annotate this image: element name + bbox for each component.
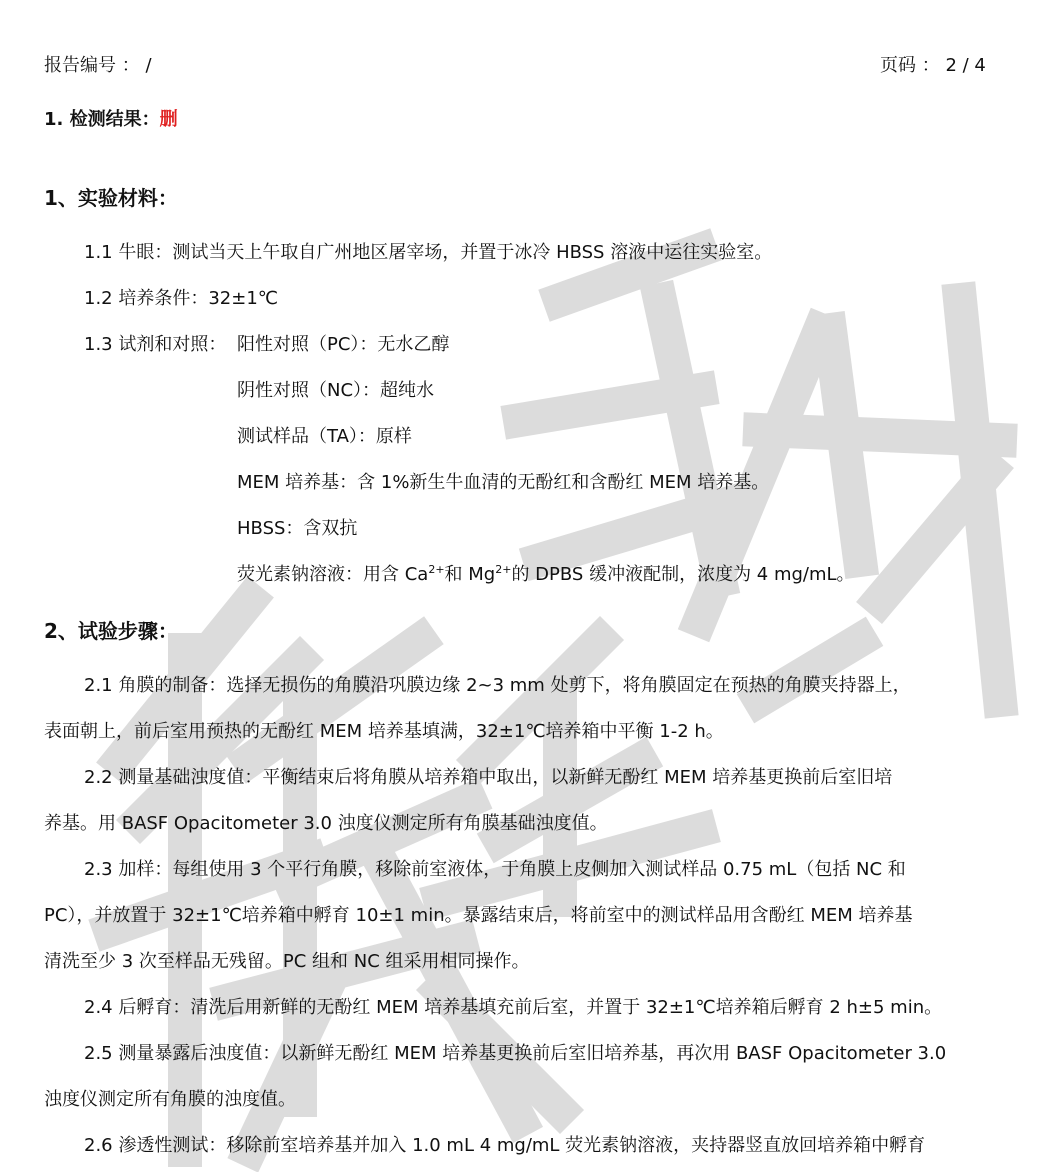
step-2-3-line-3: 清洗至少 3 次至样品无残留。PC 组和 NC 组采用相同操作。 — [44, 951, 530, 972]
reagent-fluorescein — [237, 563, 855, 585]
reagent-pc: 阳性对照（PC）：无水乙醇 — [237, 334, 450, 355]
results-label: 1. 检测结果： — [44, 109, 160, 130]
section-1-title: 1、实验材料： — [44, 186, 178, 210]
reagent-hbss: HBSS：含双抗 — [237, 518, 358, 539]
step-2-6-line-1: 2.6 渗透性测试：移除前室培养基并加入 1.0 mL 4 mg/mL 荧光素钠溶液，夹持器竖直放回培养箱中孵育 — [84, 1135, 926, 1156]
page-number: 页码 ： 2 / 4 — [880, 55, 986, 76]
results-line — [44, 111, 178, 129]
step-2-5-line-1: 2.5 测量暴露后浊度值：以新鲜无酚红 MEM 培养基更换前后室旧培养基，再次用 BASF Opacitometer 3.0 — [84, 1043, 947, 1064]
ca-superscript: 2+ — [428, 563, 445, 576]
fluor-text-3: 的 DPBS 缓冲液配制，浓度为 4 mg/mL。 — [511, 564, 855, 585]
reagent-ta: 测试样品（TA）：原样 — [237, 426, 412, 447]
fluor-text-2: 和 Mg — [444, 564, 496, 585]
report-number: 报告编号 ： / — [44, 55, 152, 76]
item-1-2: 1.2 培养条件：32±1℃ — [84, 288, 279, 309]
section-2-title: 2、试验步骤： — [44, 619, 178, 643]
mg-superscript: 2+ — [495, 563, 512, 576]
step-2-2-line-1: 2.2 测量基础浊度值：平衡结束后将角膜从培养箱中取出，以新鲜无酚红 MEM 培养基更换前后室旧培 — [84, 767, 893, 788]
reagent-nc: 阴性对照（NC）：超纯水 — [237, 380, 435, 401]
item-1-3-label: 1.3 试剂和对照： — [84, 334, 227, 355]
step-2-5-line-2: 浊度仪测定所有角膜的浊度值。 — [44, 1089, 296, 1110]
step-2-1-line-2: 表面朝上，前后室用预热的无酚红 MEM 培养基填满，32±1℃培养箱中平衡 1-2 h。 — [44, 721, 724, 742]
step-2-3-line-2: PC），并放置于 32±1℃培养箱中孵育 10±1 min。暴露结束后，将前室中的测试样品用含酚红 MEM 培养基 — [44, 905, 913, 926]
fluor-text-1: 荧光素钠溶液：用含 Ca — [237, 564, 429, 585]
step-2-1-line-1: 2.1 角膜的制备：选择无损伤的角膜沿巩膜边缘 2~3 mm 处剪下，将角膜固定在预热的角膜夹持器上， — [84, 675, 911, 696]
step-2-4-line-1: 2.4 后孵育：清洗后用新鲜的无酚红 MEM 培养基填充前后室，并置于 32±1℃培养箱后孵育 2 h±5 min。 — [84, 997, 943, 1018]
reagent-mem: MEM 培养基：含 1%新生牛血清的无酚红和含酚红 MEM 培养基。 — [237, 472, 770, 493]
item-1-1: 1.1 牛眼：测试当天上午取自广州地区屠宰场，并置于冰冷 HBSS 溶液中运往实验室。 — [84, 242, 773, 263]
results-value: 删 — [159, 109, 178, 130]
step-2-3-line-1: 2.3 加样：每组使用 3 个平行角膜，移除前室液体，于角膜上皮侧加入测试样品 0.75 mL（包括 NC 和 — [84, 859, 906, 880]
step-2-2-line-2: 养基。用 BASF Opacitometer 3.0 浊度仪测定所有角膜基础浊度值。 — [44, 813, 608, 834]
